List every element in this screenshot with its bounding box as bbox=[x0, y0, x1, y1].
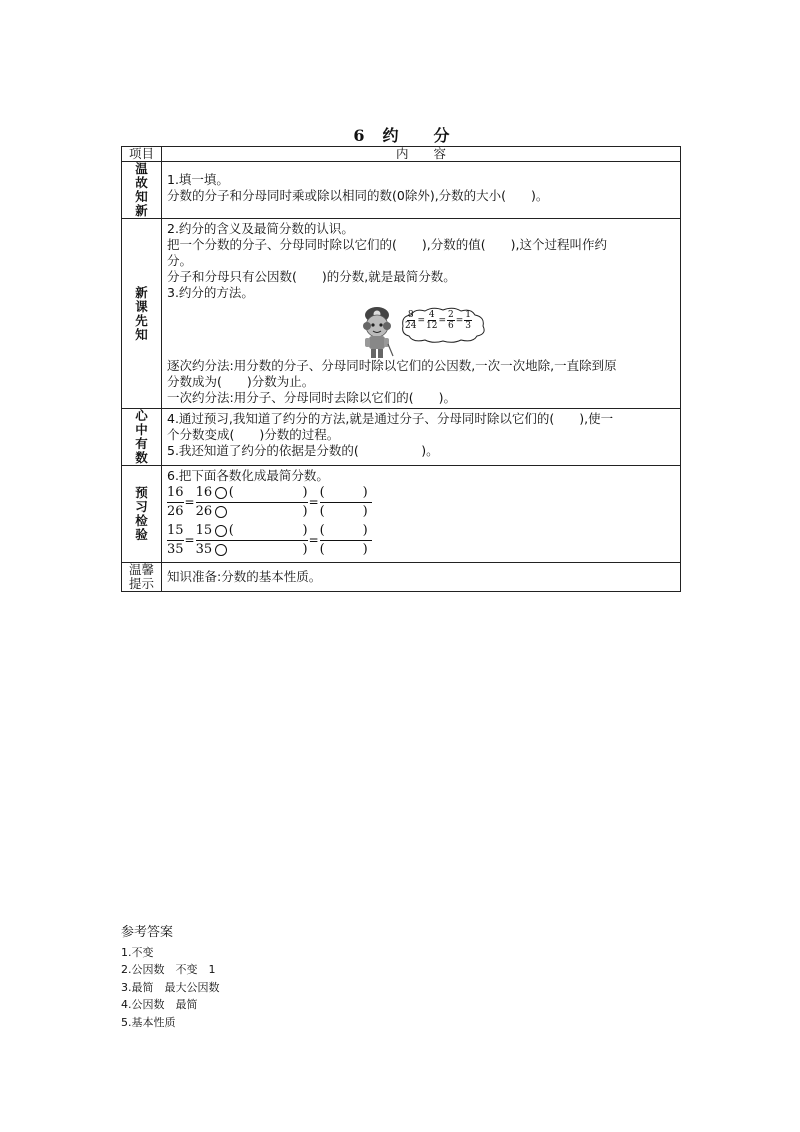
fraction-1: $\frac{8}{24}$ bbox=[405, 310, 417, 331]
exercise-2-divide: 15 ( ) 35 ) bbox=[195, 523, 308, 557]
question-4-line-1: 4.通过预习,我知道了约分的方法,就是通过分子、分母同时除以它们的( ),使一 bbox=[167, 411, 614, 426]
exercise-1: $\frac{16}{26}$ = 16 ( ) 26 ) = ( ) ( ) bbox=[167, 484, 372, 521]
exercise-1-divide: 16 ( ) 26 ) bbox=[195, 485, 308, 519]
exercise-area bbox=[167, 484, 676, 560]
operator-circle-icon bbox=[215, 544, 227, 556]
row-content-review bbox=[162, 162, 681, 219]
row-content-tip bbox=[162, 563, 681, 592]
exercise-2: $\frac{15}{35}$ = 15 ( ) 35 ) = ( ) ( ) bbox=[167, 522, 372, 559]
method-stepwise-line-1: 逐次约分法:用分数的分子、分母同时除以它们的公因数,一次一次地除,一直除到原 bbox=[167, 358, 617, 373]
table-row-tip bbox=[122, 563, 681, 592]
fraction-2: $\frac{4}{12}$ bbox=[426, 310, 438, 331]
question-5-line: 5.我还知道了约分的依据是分数的( )。 bbox=[167, 443, 439, 458]
row-label-new: 新 课 先 知 bbox=[122, 219, 162, 409]
answer-key bbox=[121, 924, 220, 1031]
row-content-mind bbox=[162, 409, 681, 466]
row-label-check: 预 习 检 验 bbox=[122, 466, 162, 563]
exercise-2-result: ( ) ( ) bbox=[320, 522, 372, 559]
question-4-line-2: 个分数变成( )分数的过程。 bbox=[167, 427, 340, 442]
operator-circle-icon bbox=[215, 525, 227, 537]
answer-key-title: 参考答案 bbox=[121, 925, 174, 940]
thought-bubble bbox=[399, 306, 487, 344]
header-item: 项目 bbox=[122, 147, 162, 162]
exercise-1-original: $\frac{16}{26}$ bbox=[167, 485, 184, 519]
cartoon-character-icon bbox=[357, 304, 397, 360]
row-content-new bbox=[162, 219, 681, 409]
exercise-1-result: ( ) ( ) bbox=[320, 484, 372, 521]
question-1-heading: 1.填一填。 bbox=[167, 172, 229, 187]
question-1-text: 分数的分子和分母同时乘或除以相同的数(0除外),分数的大小( )。 bbox=[167, 188, 549, 203]
question-2-heading: 2.约分的含义及最简分数的认识。 bbox=[167, 221, 354, 236]
answer-item: 5.基本性质 bbox=[121, 1015, 176, 1029]
method-stepwise-line-2: 分数成为( )分数为止。 bbox=[167, 374, 315, 389]
answer-item: 4.公因数 最简 bbox=[121, 998, 198, 1011]
answer-item: 3.最简 最大公因数 bbox=[121, 980, 220, 994]
question-2-line-3: 分子和分母只有公因数( )的分数,就是最简分数。 bbox=[167, 269, 456, 284]
fraction-3: $\frac{2}{6}$ bbox=[448, 310, 454, 331]
table-header-row bbox=[122, 147, 681, 162]
fraction-chain: $\frac{8}{24}$ = $\frac{4}{12}$ = $\frac{2}{6}$ = $\frac{1}{3}$ bbox=[405, 310, 472, 331]
exercise-2-original: $\frac{15}{35}$ bbox=[167, 523, 184, 557]
method-once-line: 一次约分法:用分子、分母同时去除以它们的( )。 bbox=[167, 390, 456, 405]
table-row-new bbox=[122, 219, 681, 409]
answer-item: 2.公因数 不变 1 bbox=[121, 963, 216, 976]
tip-text: 知识准备:分数的基本性质。 bbox=[167, 569, 322, 584]
operator-circle-icon bbox=[215, 487, 227, 499]
answer-item: 1.不变 bbox=[121, 945, 154, 959]
row-content-check bbox=[162, 466, 681, 563]
row-label-tip: 温馨 提示 bbox=[122, 563, 162, 592]
fraction-4: $\frac{1}{3}$ bbox=[465, 310, 472, 331]
question-3-heading: 3.约分的方法。 bbox=[167, 285, 254, 300]
row-label-mind: 心 中 有 数 bbox=[122, 409, 162, 466]
question-2-line-2: 分。 bbox=[167, 253, 193, 268]
study-table bbox=[121, 146, 681, 592]
question-6-heading: 6.把下面各数化成最简分数。 bbox=[167, 468, 329, 483]
reduction-illustration bbox=[167, 304, 676, 356]
operator-circle-icon bbox=[215, 506, 227, 518]
table-row-mind bbox=[122, 409, 681, 466]
header-content: 内 容 bbox=[162, 147, 681, 162]
table-row-review bbox=[122, 162, 681, 219]
question-2-line-1: 把一个分数的分子、分母同时除以它们的( ),分数的值( ),这个过程叫作约 bbox=[167, 237, 607, 252]
page-title: 6 约 分 bbox=[353, 126, 451, 145]
table-row-check bbox=[122, 466, 681, 563]
row-label-review: 温 故 知 新 bbox=[122, 162, 162, 219]
